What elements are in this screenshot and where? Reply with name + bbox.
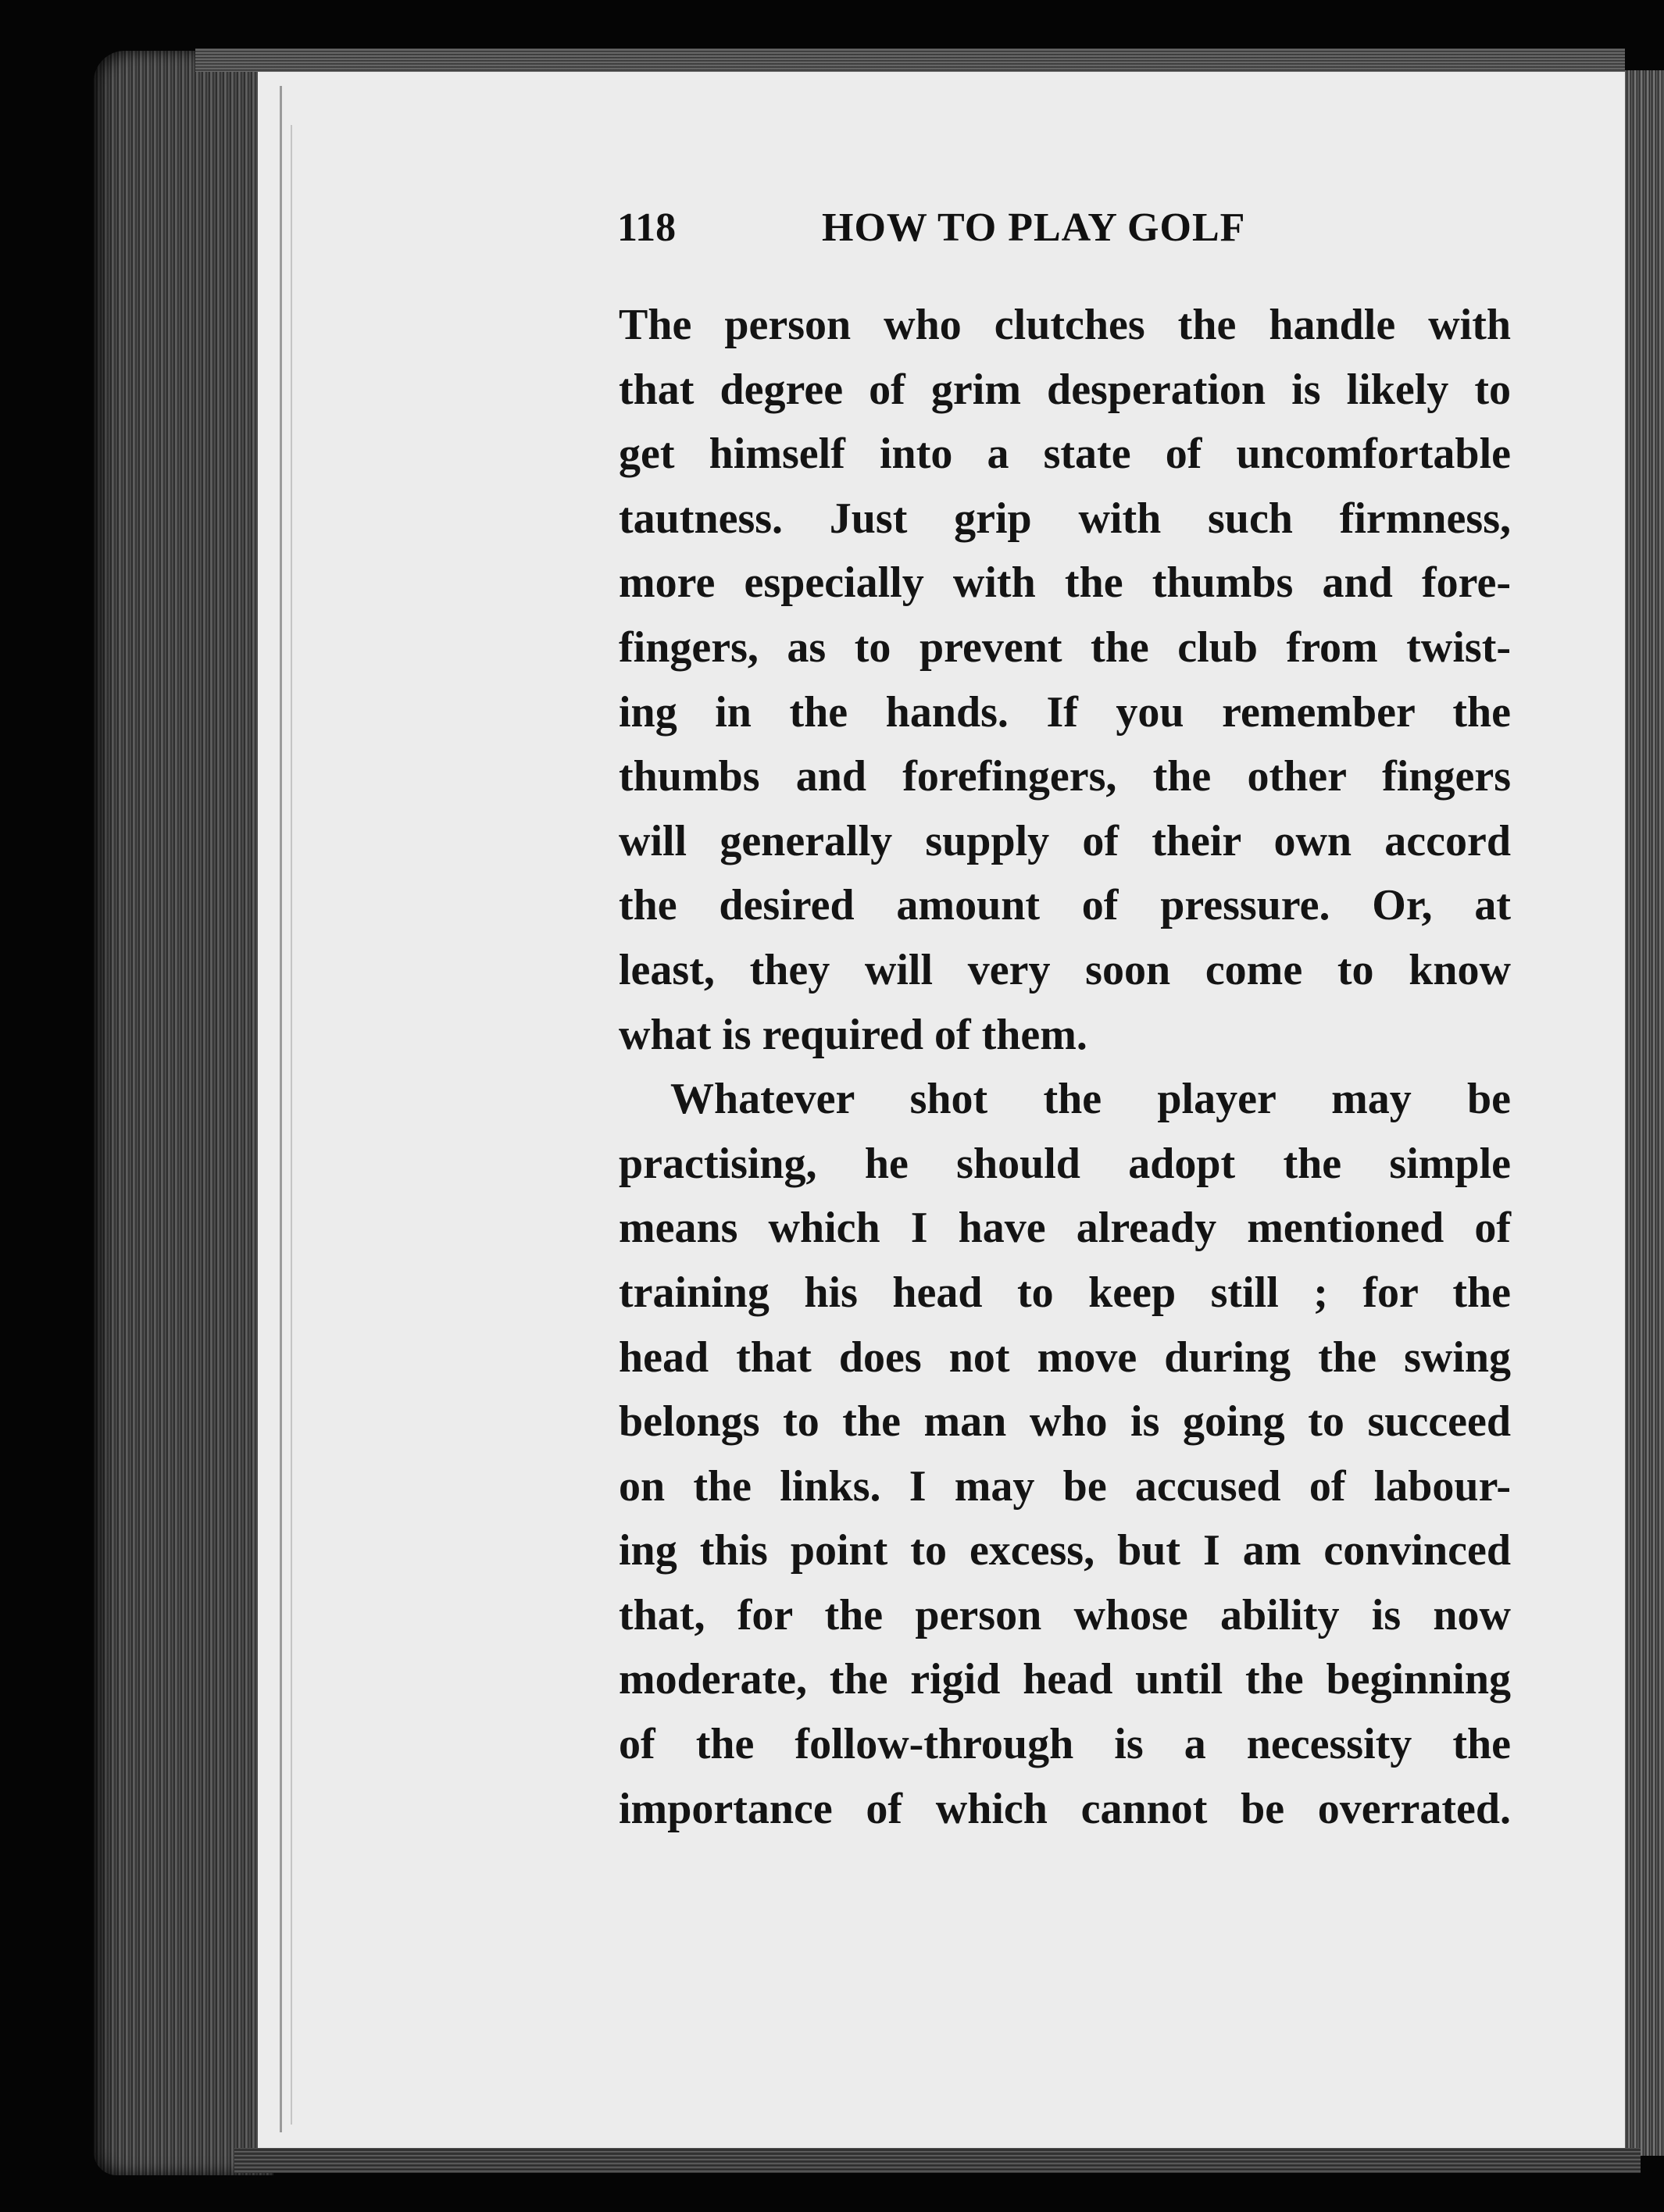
text-line: moderate, the rigid head until the beginning: [619, 1655, 1511, 1704]
text-line: of the follow-through is a necessity the: [619, 1720, 1511, 1769]
text-line: The person who clutches the handle with: [619, 301, 1511, 349]
book-page-edges: [94, 51, 273, 2175]
page-number: 118: [617, 205, 677, 250]
book-bottom-edge: [234, 2148, 1641, 2173]
text-line: means which I have already mentioned of: [619, 1204, 1511, 1253]
text-body: [619, 293, 1511, 1841]
paragraph-1: [619, 293, 1511, 1067]
text-line: that degree of grim desperation is likely to: [619, 365, 1511, 414]
text-line: ing in the hands. If you remember the: [619, 687, 1511, 737]
text-line: fingers, as to prevent the club from twist-: [619, 623, 1511, 672]
page-gutter-line: [280, 86, 282, 2132]
text-line: importance of which cannot be overrated.: [619, 1784, 1511, 1833]
text-line: thumbs and forefingers, the other fingers: [619, 752, 1511, 801]
text-line: training his head to keep still ; for the: [619, 1268, 1511, 1317]
text-line: least, they will very soon come to know: [619, 945, 1511, 994]
book-title: HOW TO PLAY GOLF: [822, 205, 1246, 250]
book-right-edge: [1625, 70, 1664, 2156]
text-line: tautness. Just grip with such firmness,: [619, 494, 1511, 543]
paragraph-2: [619, 1067, 1511, 1841]
text-line: will generally supply of their own accord: [619, 816, 1511, 865]
running-head: [617, 205, 1508, 259]
text-line: what is required of them.: [619, 1010, 1087, 1059]
text-line: practising, he should adopt the simple: [619, 1139, 1511, 1188]
text-line: more especially with the thumbs and fore-: [619, 558, 1511, 608]
text-line: ing this point to excess, but I am convinced: [619, 1526, 1511, 1575]
text-line: belongs to the man who is going to succeed: [619, 1397, 1511, 1447]
text-line: get himself into a state of uncomfortable: [619, 430, 1511, 479]
page-gutter-line-inner: [291, 125, 292, 2125]
text-line: Whatever shot the player may be: [670, 1075, 1511, 1124]
text-line: that, for the person whose ability is now: [619, 1590, 1511, 1639]
text-line: on the links. I may be accused of labour-: [619, 1461, 1511, 1511]
text-line: head that does not move during the swing: [619, 1333, 1511, 1382]
book-top-edge: [195, 48, 1625, 72]
text-line: the desired amount of pressure. Or, at: [619, 881, 1511, 930]
